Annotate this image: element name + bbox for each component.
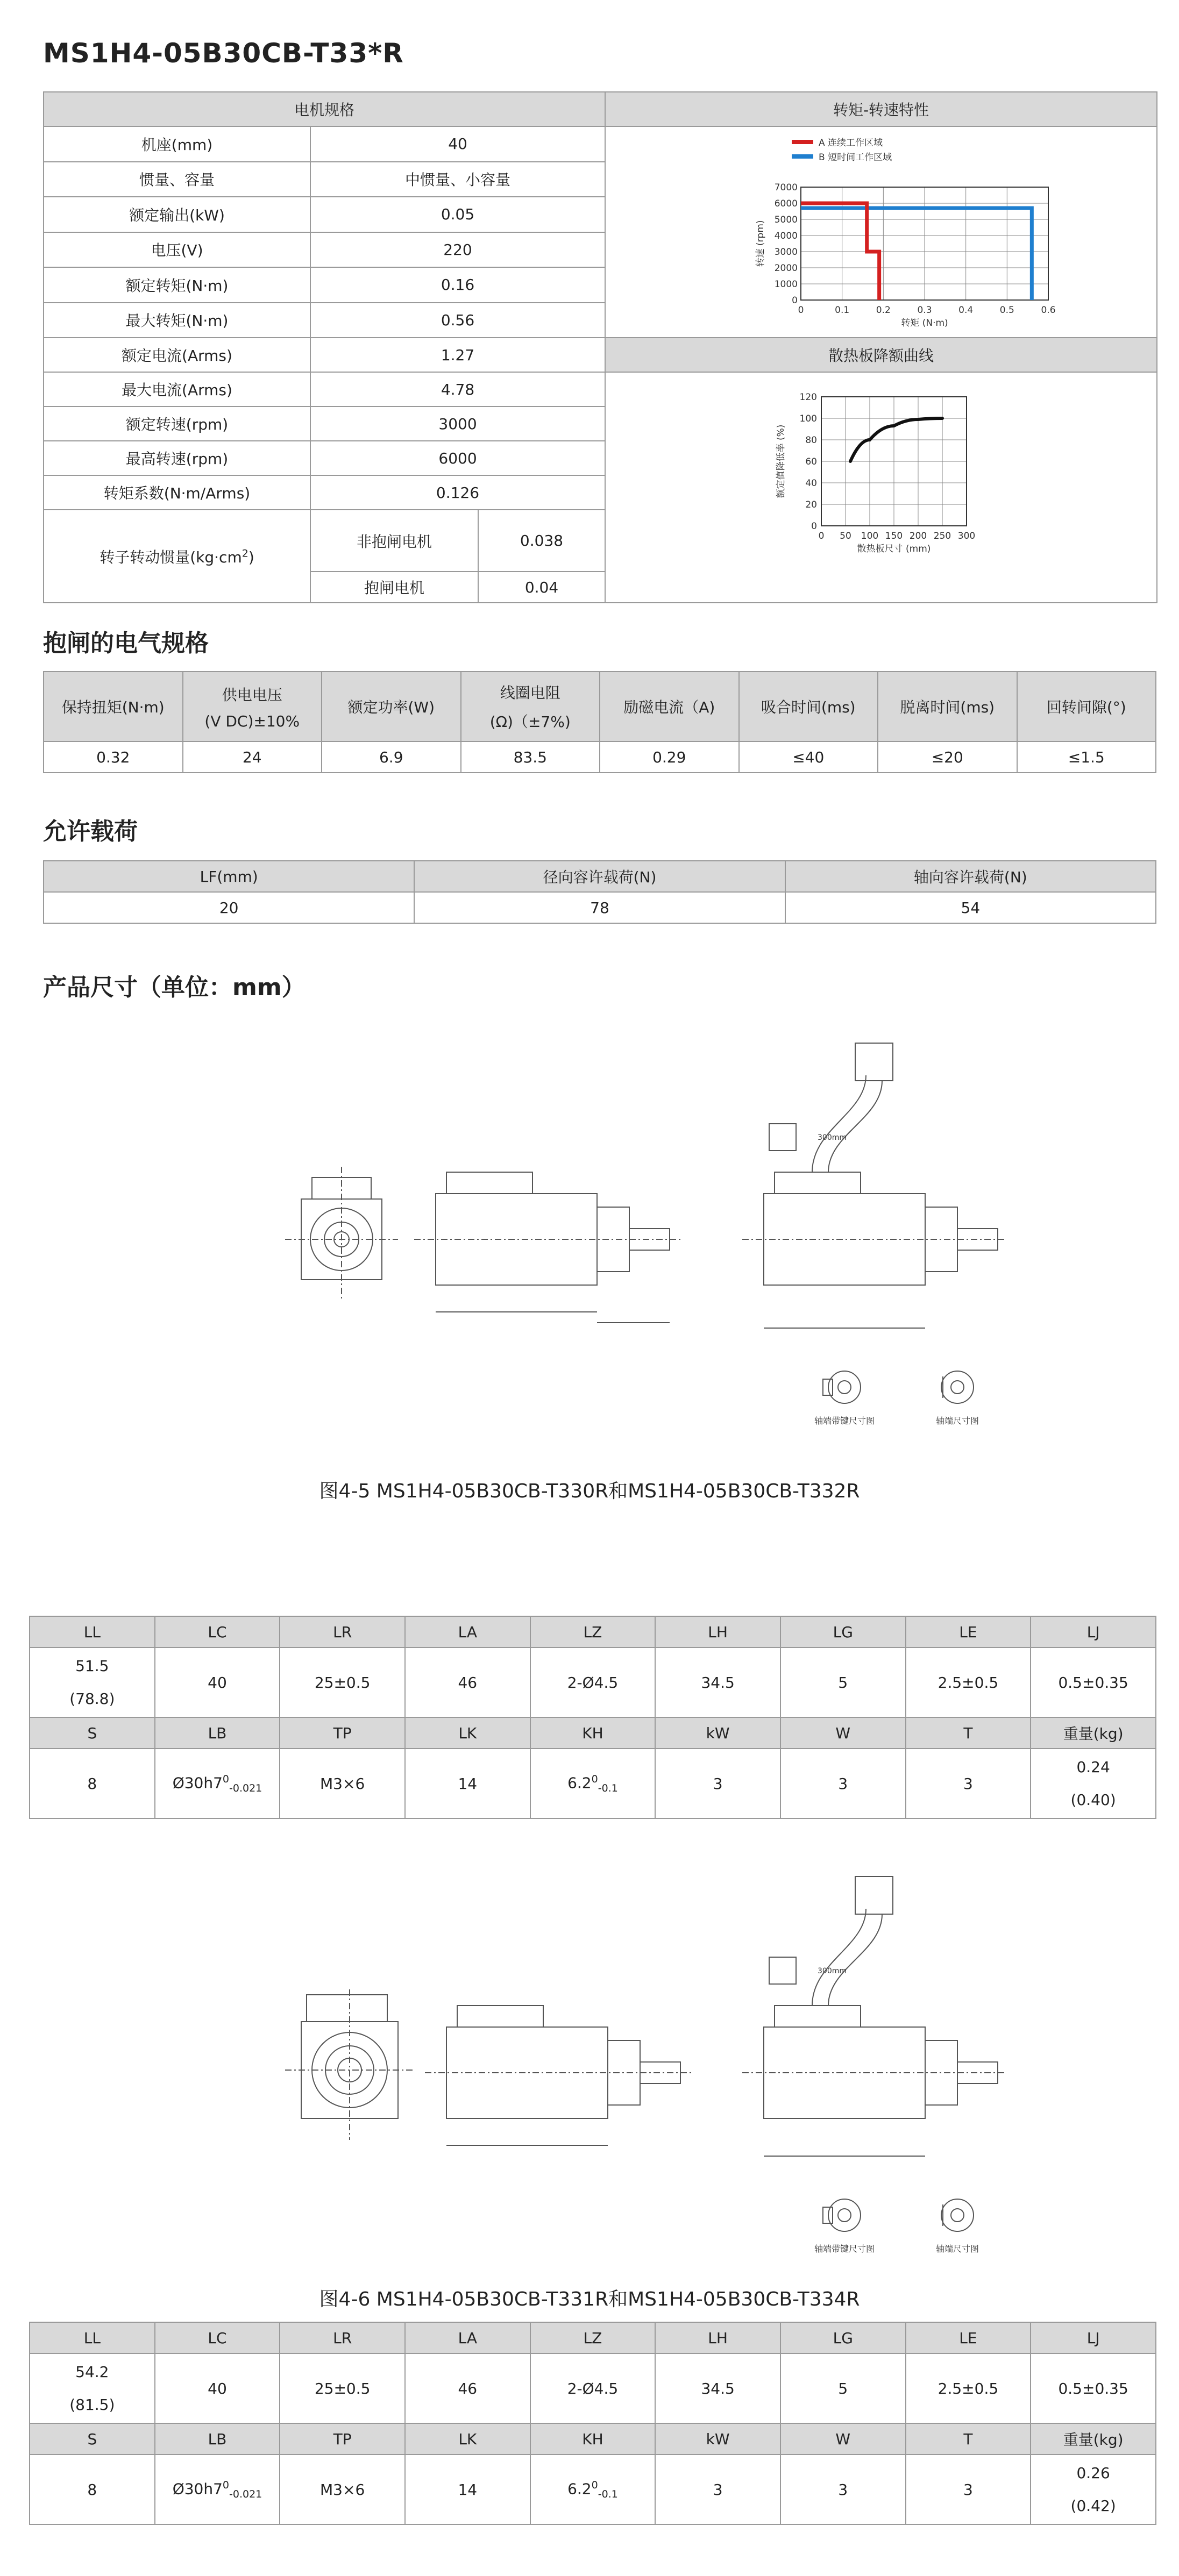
y-axis-label: 转速 (rpm) [755,220,766,267]
dim-value: $Ø30h7^0_{-0.021}$ [155,2454,280,2524]
dim-value: 3 [655,1749,780,1818]
legend-label-b: B 短时间工作区域 [819,152,892,163]
cable-length-label: 300mm [818,1967,847,1975]
dim-value: 3 [906,2454,1031,2524]
brake-value: 0.29 [600,741,739,773]
dim-value: 46 [405,2353,530,2423]
x-tick-label: 0.5 [999,305,1014,316]
dim-header: LA [405,1616,530,1647]
dim-header: LJ [1031,1616,1156,1647]
dim-value: 2.5±0.5 [906,2353,1031,2423]
x-tick-label: 150 [885,531,903,541]
y-tick-label: 80 [805,435,818,446]
dim-header: 重量(kg) [1031,1717,1156,1749]
load-value: 54 [785,892,1156,923]
spec-value: 0.05 [310,197,605,232]
dim-header: LE [906,1616,1031,1647]
brake-value: 0.32 [44,741,183,773]
brake-header: 脱离时间(ms) [878,672,1017,741]
dim-value: 5 [780,1647,906,1717]
y-tick-label: 0 [792,295,798,306]
dim-header: LJ [1031,2322,1156,2353]
y-tick-label: 40 [805,478,818,489]
y-tick-label: 1000 [774,279,798,290]
dim-header: LL [30,1616,155,1647]
spec-label: 最大转矩(N·m) [44,303,310,338]
dim-value: 14 [405,1749,530,1818]
x-axis-label: 散热板尺寸 (mm) [857,544,931,554]
dim-header: LZ [530,2322,656,2353]
brake-header: 额定功率(W) [322,672,461,741]
dimension-table-2 [29,2322,1156,2525]
dim-header: TP [280,1717,405,1749]
spec-label: 额定输出(kW) [44,197,310,232]
dimensions-section-title: 产品尺寸（单位：mm） [43,974,306,1001]
dim-header: LC [155,1616,280,1647]
brake-value: ≤1.5 [1017,741,1156,773]
dim-value: 34.5 [655,2353,780,2423]
x-tick-label: 0.3 [917,305,932,316]
derating-chart-header: 散热板降额曲线 [605,338,1157,372]
brake-value: 24 [183,741,322,773]
x-tick-label: 0 [798,305,804,316]
legend-label-a: A 连续工作区域 [819,138,883,148]
spec-label: 惯量、容量 [44,162,310,197]
y-tick-label: 20 [805,499,818,510]
load-header: LF(mm) [44,861,414,892]
dim-header: T [906,2423,1031,2454]
dim-header: LG [780,1616,906,1647]
inertia-value: 0.038 [478,510,605,572]
brake-header: 保持扭矩(N·m) [44,672,183,741]
load-header: 轴向容许载荷(N) [785,861,1156,892]
x-tick-label: 100 [861,531,879,541]
flat-shaft-label: 轴端尺寸图 [935,1416,979,1426]
torque-speed-chart [606,127,1156,333]
dim-header: LG [780,2322,906,2353]
dim-header: LR [280,1616,405,1647]
dim-header: LZ [530,1616,656,1647]
dim-value: 54.2 (81.5) [30,2353,155,2423]
motor-spec-table [43,91,1157,603]
dim-value: 8 [30,2454,155,2524]
spec-label: 最高转速(rpm) [44,441,310,475]
dim-header: W [780,2423,906,2454]
spec-label: 额定转速(rpm) [44,406,310,441]
dim-value: 46 [405,1647,530,1717]
dim-header: LC [155,2322,280,2353]
spec-value: 40 [310,126,605,162]
dim-value: $6.2^0_{-0.1}$ [530,1749,656,1818]
dim-value: 0.5±0.35 [1031,1647,1156,1717]
spec-value: 220 [310,232,605,268]
spec-value: 0.56 [310,303,605,338]
spec-label: 机座(mm) [44,126,310,162]
dim-value: 14 [405,2454,530,2524]
y-tick-label: 5000 [774,215,798,225]
dim-value: 3 [780,2454,906,2524]
brake-value: 6.9 [322,741,461,773]
dim-header: S [30,1717,155,1749]
inertia-sub-label: 非抱闸电机 [310,510,478,572]
dim-value: 2-Ø4.5 [530,2353,656,2423]
spec-label: 转矩系数(N·m/Arms) [44,475,310,510]
spec-value: 3000 [310,406,605,441]
dim-header: LH [655,2322,780,2353]
spec-value: 6000 [310,441,605,475]
spec-value: 4.78 [310,372,605,406]
dim-header: KH [530,2423,656,2454]
dim-header: LH [655,1616,780,1647]
figure-caption-1: 图4-5 MS1H4-05B30CB-T330R和MS1H4-05B30CB-T332R [319,1480,860,1502]
dim-header: 重量(kg) [1031,2423,1156,2454]
dim-value: 40 [155,2353,280,2423]
y-tick-label: 100 [799,413,818,424]
y-tick-label: 6000 [774,198,798,209]
series-b-line [801,208,1032,300]
spec-value: 0.16 [310,267,605,303]
dimension-table-1 [29,1616,1156,1819]
cable-length-label: 300mm [818,1133,847,1142]
dim-value: 2.5±0.5 [906,1647,1031,1717]
y-tick-label: 3000 [774,247,798,258]
dim-value: 51.5 (78.8) [30,1647,155,1717]
spec-value: 0.126 [310,475,605,510]
dim-value: $Ø30h7^0_{-0.021}$ [155,1749,280,1818]
brake-header: 吸合时间(ms) [739,672,878,741]
dim-header: LB [155,1717,280,1749]
dim-value: 0.26 (0.42) [1031,2454,1156,2524]
load-header: 径向容许载荷(N) [414,861,785,892]
load-value: 20 [44,892,414,923]
dim-value: 3 [655,2454,780,2524]
key-shaft-label: 轴端带键尺寸图 [814,1416,875,1426]
brake-section-title: 抱闸的电气规格 [43,630,209,657]
dim-header: LK [405,2423,530,2454]
y-tick-label: 0 [811,521,818,532]
figure-caption-2: 图4-6 MS1H4-05B30CB-T331R和MS1H4-05B30CB-T334R [319,2288,860,2310]
torque-chart-header: 转矩-转速特性 [605,92,1157,126]
y-axis-label: 额定值降低率 (%) [776,424,787,498]
x-tick-label: 250 [933,531,951,541]
y-tick-label: 120 [799,392,818,403]
x-axis-label: 转矩 (N·m) [901,318,948,329]
dim-value: 0.24 (0.40) [1031,1749,1156,1818]
x-tick-label: 50 [840,531,851,541]
inertia-sub-label: 抱闸电机 [310,572,478,603]
dim-header: TP [280,2423,405,2454]
dim-header: T [906,1717,1031,1749]
x-tick-label: 300 [957,531,976,541]
dim-header: KH [530,1717,656,1749]
brake-value: ≤40 [739,741,878,773]
dim-header: S [30,2423,155,2454]
dim-value: $6.2^0_{-0.1}$ [530,2454,656,2524]
load-section-title: 允许载荷 [43,818,138,845]
x-tick-label: 200 [909,531,927,541]
dim-header: LR [280,2322,405,2353]
y-tick-label: 60 [805,456,818,467]
x-tick-label: 0.4 [958,305,974,316]
page-title: MS1H4-05B30CB-T33*R [43,38,404,69]
spec-value: 1.27 [310,338,605,372]
brake-header: 励磁电流（A) [600,672,739,741]
spec-label: 电压(V) [44,232,310,268]
dim-value: 5 [780,2353,906,2423]
dimension-drawing-1 [253,1022,1017,1452]
y-tick-label: 2000 [774,263,798,274]
dim-value: M3×6 [280,1749,405,1818]
brake-header: 线圈电阻 (Ω)（±7%) [461,672,600,741]
brake-value: ≤20 [878,741,1017,773]
brake-value: 83.5 [461,741,600,773]
dim-value: 2-Ø4.5 [530,1647,656,1717]
spec-label: 最大电流(Arms) [44,372,310,406]
spec-header: 电机规格 [44,92,605,126]
dim-value: 25±0.5 [280,1647,405,1717]
y-tick-label: 7000 [774,182,798,193]
spec-label: 额定转矩(N·m) [44,267,310,303]
dim-header: LE [906,2322,1031,2353]
dim-header: LL [30,2322,155,2353]
dim-header: LA [405,2322,530,2353]
spec-value: 中惯量、小容量 [310,162,605,197]
dim-value: 25±0.5 [280,2353,405,2423]
dim-header: LB [155,2423,280,2454]
dim-header: kW [655,1717,780,1749]
dim-value: 8 [30,1749,155,1818]
x-tick-label: 0.1 [835,305,850,316]
flat-shaft-label: 轴端尺寸图 [935,2244,979,2254]
dim-header: kW [655,2423,780,2454]
inertia-value: 0.04 [478,572,605,603]
derating-chart-cell [605,372,1157,603]
dim-value: 0.5±0.35 [1031,2353,1156,2423]
dim-value: 3 [906,1749,1031,1818]
key-shaft-label: 轴端带键尺寸图 [814,2244,875,2254]
derating-chart [606,373,1156,598]
dim-header: W [780,1717,906,1749]
dim-value: 34.5 [655,1647,780,1717]
dim-header: LK [405,1717,530,1749]
dim-value: 40 [155,1647,280,1717]
dimension-drawing-2 [253,1866,1017,2274]
x-tick-label: 0 [818,531,825,541]
allowed-load-table [43,860,1156,924]
brake-header: 供电电压 (V DC)±10% [183,672,322,741]
x-tick-label: 0.6 [1041,305,1056,316]
dim-value: 3 [780,1749,906,1818]
brake-spec-table [43,671,1156,773]
spec-label: 额定电流(Arms) [44,338,310,372]
x-tick-label: 0.2 [876,305,891,316]
brake-header: 回转间隙(°) [1017,672,1156,741]
y-tick-label: 4000 [774,231,798,241]
load-value: 78 [414,892,785,923]
dim-value: M3×6 [280,2454,405,2524]
inertia-label: 转子转动惯量$(kg\cdot cm^2)$ [44,510,310,603]
torque-chart-cell [605,126,1157,338]
